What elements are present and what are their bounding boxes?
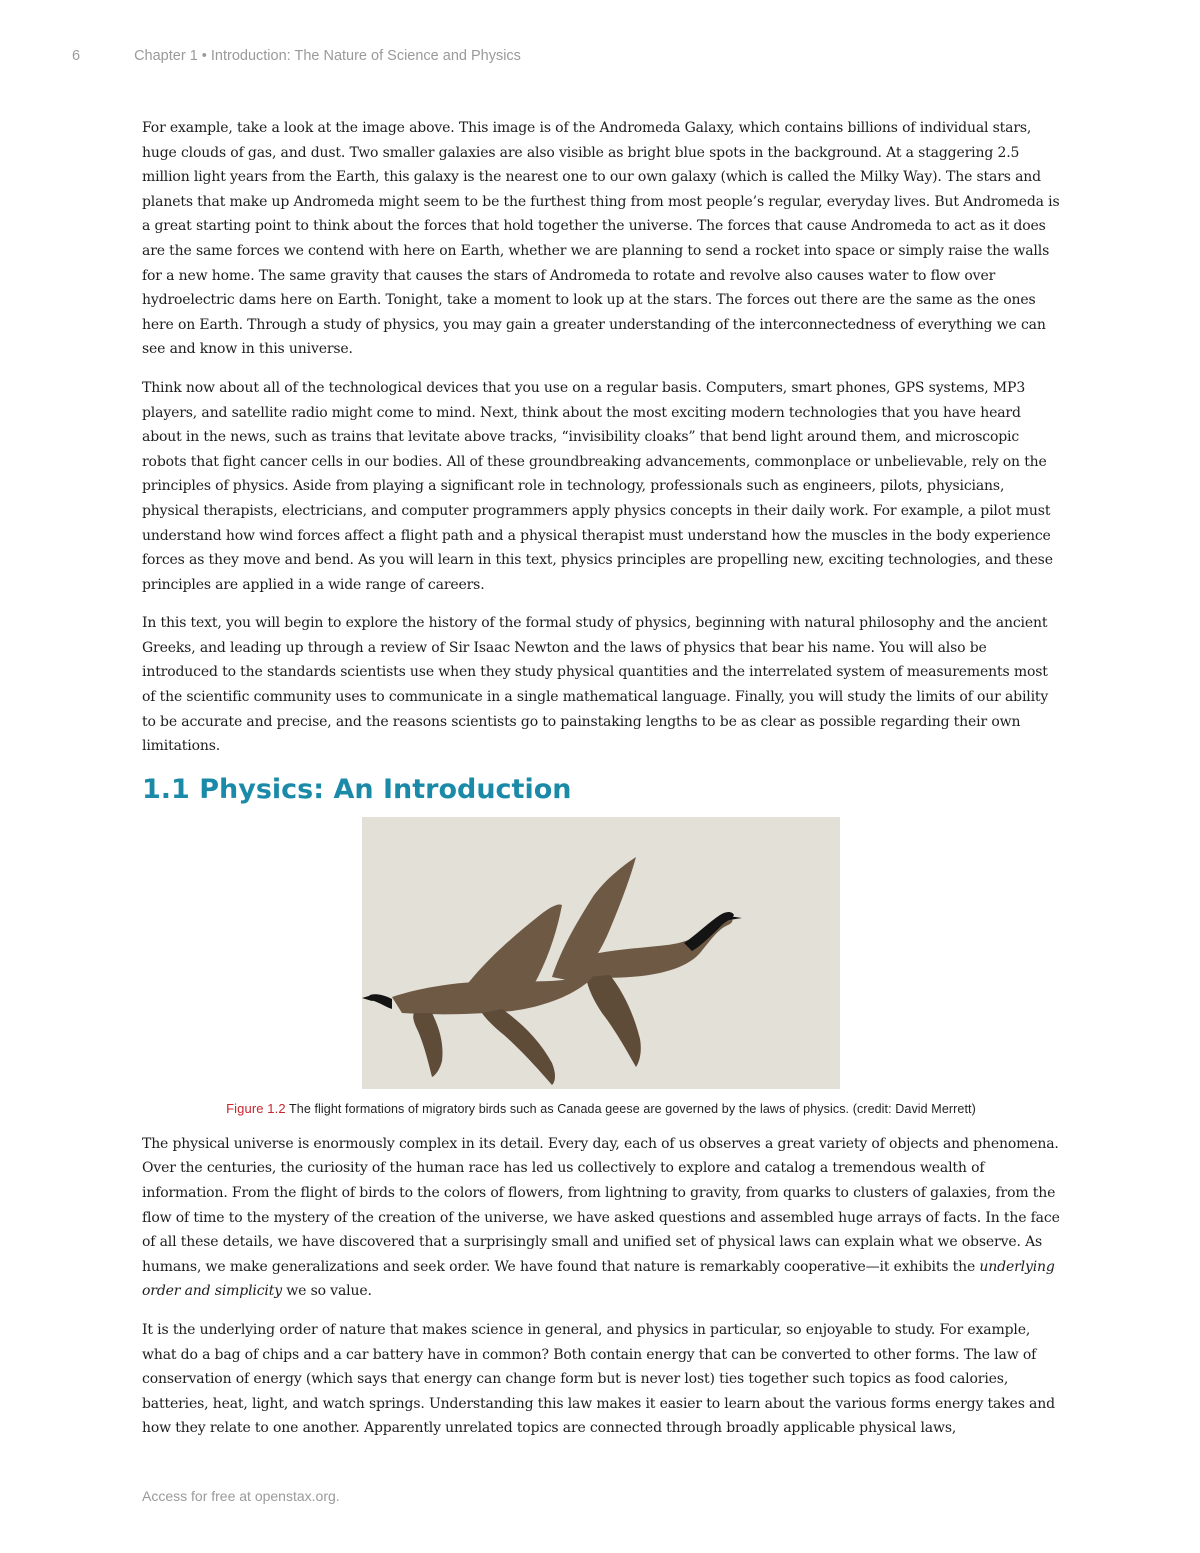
- paragraph-text-overview: In this text, you will begin to explore the history of the formal study of physics, beginning with natural philosophy and the ancient Greeks, and leading up through a review of Sir Isaac Newton and the laws of physics that bear his name. You will also be introduced to the standards scientists use when they study physical quantities and the interrelated system of measurements most of the scientific community uses to communicate in a single mathematical language. Finally, you will study the limits of our ability to be accurate and precise, and the reasons scientists go to painstaking lengths to be as clear as possible regarding their own limitations.: [142, 615, 1049, 755]
- page-footer: Access for free at openstax.org.: [142, 1488, 340, 1504]
- paragraph-technology: Think now about all of the technological devices that you use on a regular basis. Computers, smart phones, GPS systems, MP3 players, and satellite radio might come to mind. Next, think about the most exciting modern technologies that you have heard about in the news, such as trains that levitate above tracks, “invisibility cloaks” that bend light around them, and microscopic robots that fight cancer cells in our bodies. All of these groundbreaking advancements, commonplace or unbelievable, rely on the principles of physics. Aside from playing a significant role in technology, professionals such as engineers, pilots, physicians, physical therapists, electricians, and computer programmers apply physics concepts in their daily work. For example, a pilot must understand how wind forces affect a flight path and a physical therapist must understand how the muscles in the body experience forces as they move and bend. As you will learn in this text, physics principles are propelling new, exciting technologies, and these principles are applied in a wide range of careers.: [142, 379, 1053, 593]
- paragraph-physical-universe: [142, 1132, 1060, 1304]
- section-heading: 1.1 Physics: An Introduction: [142, 773, 572, 805]
- figure-label: Figure 1.2: [226, 1100, 286, 1116]
- running-head: [72, 48, 521, 64]
- chapter-title: Chapter 1 • Introduction: The Nature of Science and Physics: [134, 48, 521, 64]
- page-number: 6: [72, 48, 81, 64]
- emphasis-underlying-order: underlying order and simplicity: [142, 1258, 1055, 1300]
- paragraph-andromeda: For example, take a look at the image above. This image is of the Andromeda Galaxy, which contains billions of individual stars, huge clouds of gas, and dust. Two smaller galaxies are also visible as bright blue spots in the background. At a staggering 2.5 million light years from the Earth, this galaxy is the nearest one to our own galaxy (which is called the Milky Way). The stars and planets that make up Andromeda might seem to be the furthest thing from most people’s regular, everyday lives. But Andromeda is a great starting point to think about the forces that hold together the universe. The forces that cause Andromeda to act as it does are the same forces we contend with here on Earth, whether we are planning to send a rocket into space or simply raise the walls for a new home. The same gravity that causes the stars of Andromeda to rotate and revolve also causes water to flow over hydroelectric dams here on Earth. Tonight, take a moment to look up at the stars. The forces out there are the same as the ones here on Earth. Through a study of physics, you may gain a greater understanding of the interconnectedness of everything we can see and know in this universe.: [142, 120, 1060, 358]
- paragraph-physical-universe-text: The physical universe is enormously complex in its detail. Every day, each of us observes a great variety of objects and phenomena. Over the centuries, the curiosity of the human race has led us collectively to explore and catalog a tremendous wealth of information. From the flight of birds to the colors of flowers, from lightning to gravity, from quarks to clusters of galaxies, from the flow of time to the mystery of the creation of the universe, we have asked questions and assembled huge arrays of facts. In the face of all these details, we have discovered that a surprisingly small and unified set of physical laws can explain what we observe. As humans, we make generalizations and seek order. We have found that nature is remarkably cooperative—it exhibits the: [142, 1135, 1060, 1275]
- geese-photo: [362, 817, 840, 1089]
- figure-1-2: [142, 817, 1060, 1116]
- page-content: [142, 116, 1060, 1441]
- figure-caption: [142, 1101, 1060, 1116]
- figure-caption-text: The flight formations of migratory birds such as Canada geese are governed by the laws of physics. (credit: David Merrett): [289, 1101, 976, 1116]
- paragraph-underlying-order: It is the underlying order of nature that makes science in general, and physics in particular, so enjoyable to study. For example, what do a bag of chips and a car battery have in common? Both contain energy that can be converted to other forms. The law of conservation of energy (which says that energy can change form but is never lost) ties together such topics as food calories, batteries, heat, light, and watch springs. Understanding this law makes it easier to learn about the various forms energy takes and how they relate to one another. Apparently unrelated topics are connected through broadly applicable physical laws,: [142, 1322, 1055, 1437]
- paragraph-physical-universe-end: we so value.: [282, 1283, 372, 1300]
